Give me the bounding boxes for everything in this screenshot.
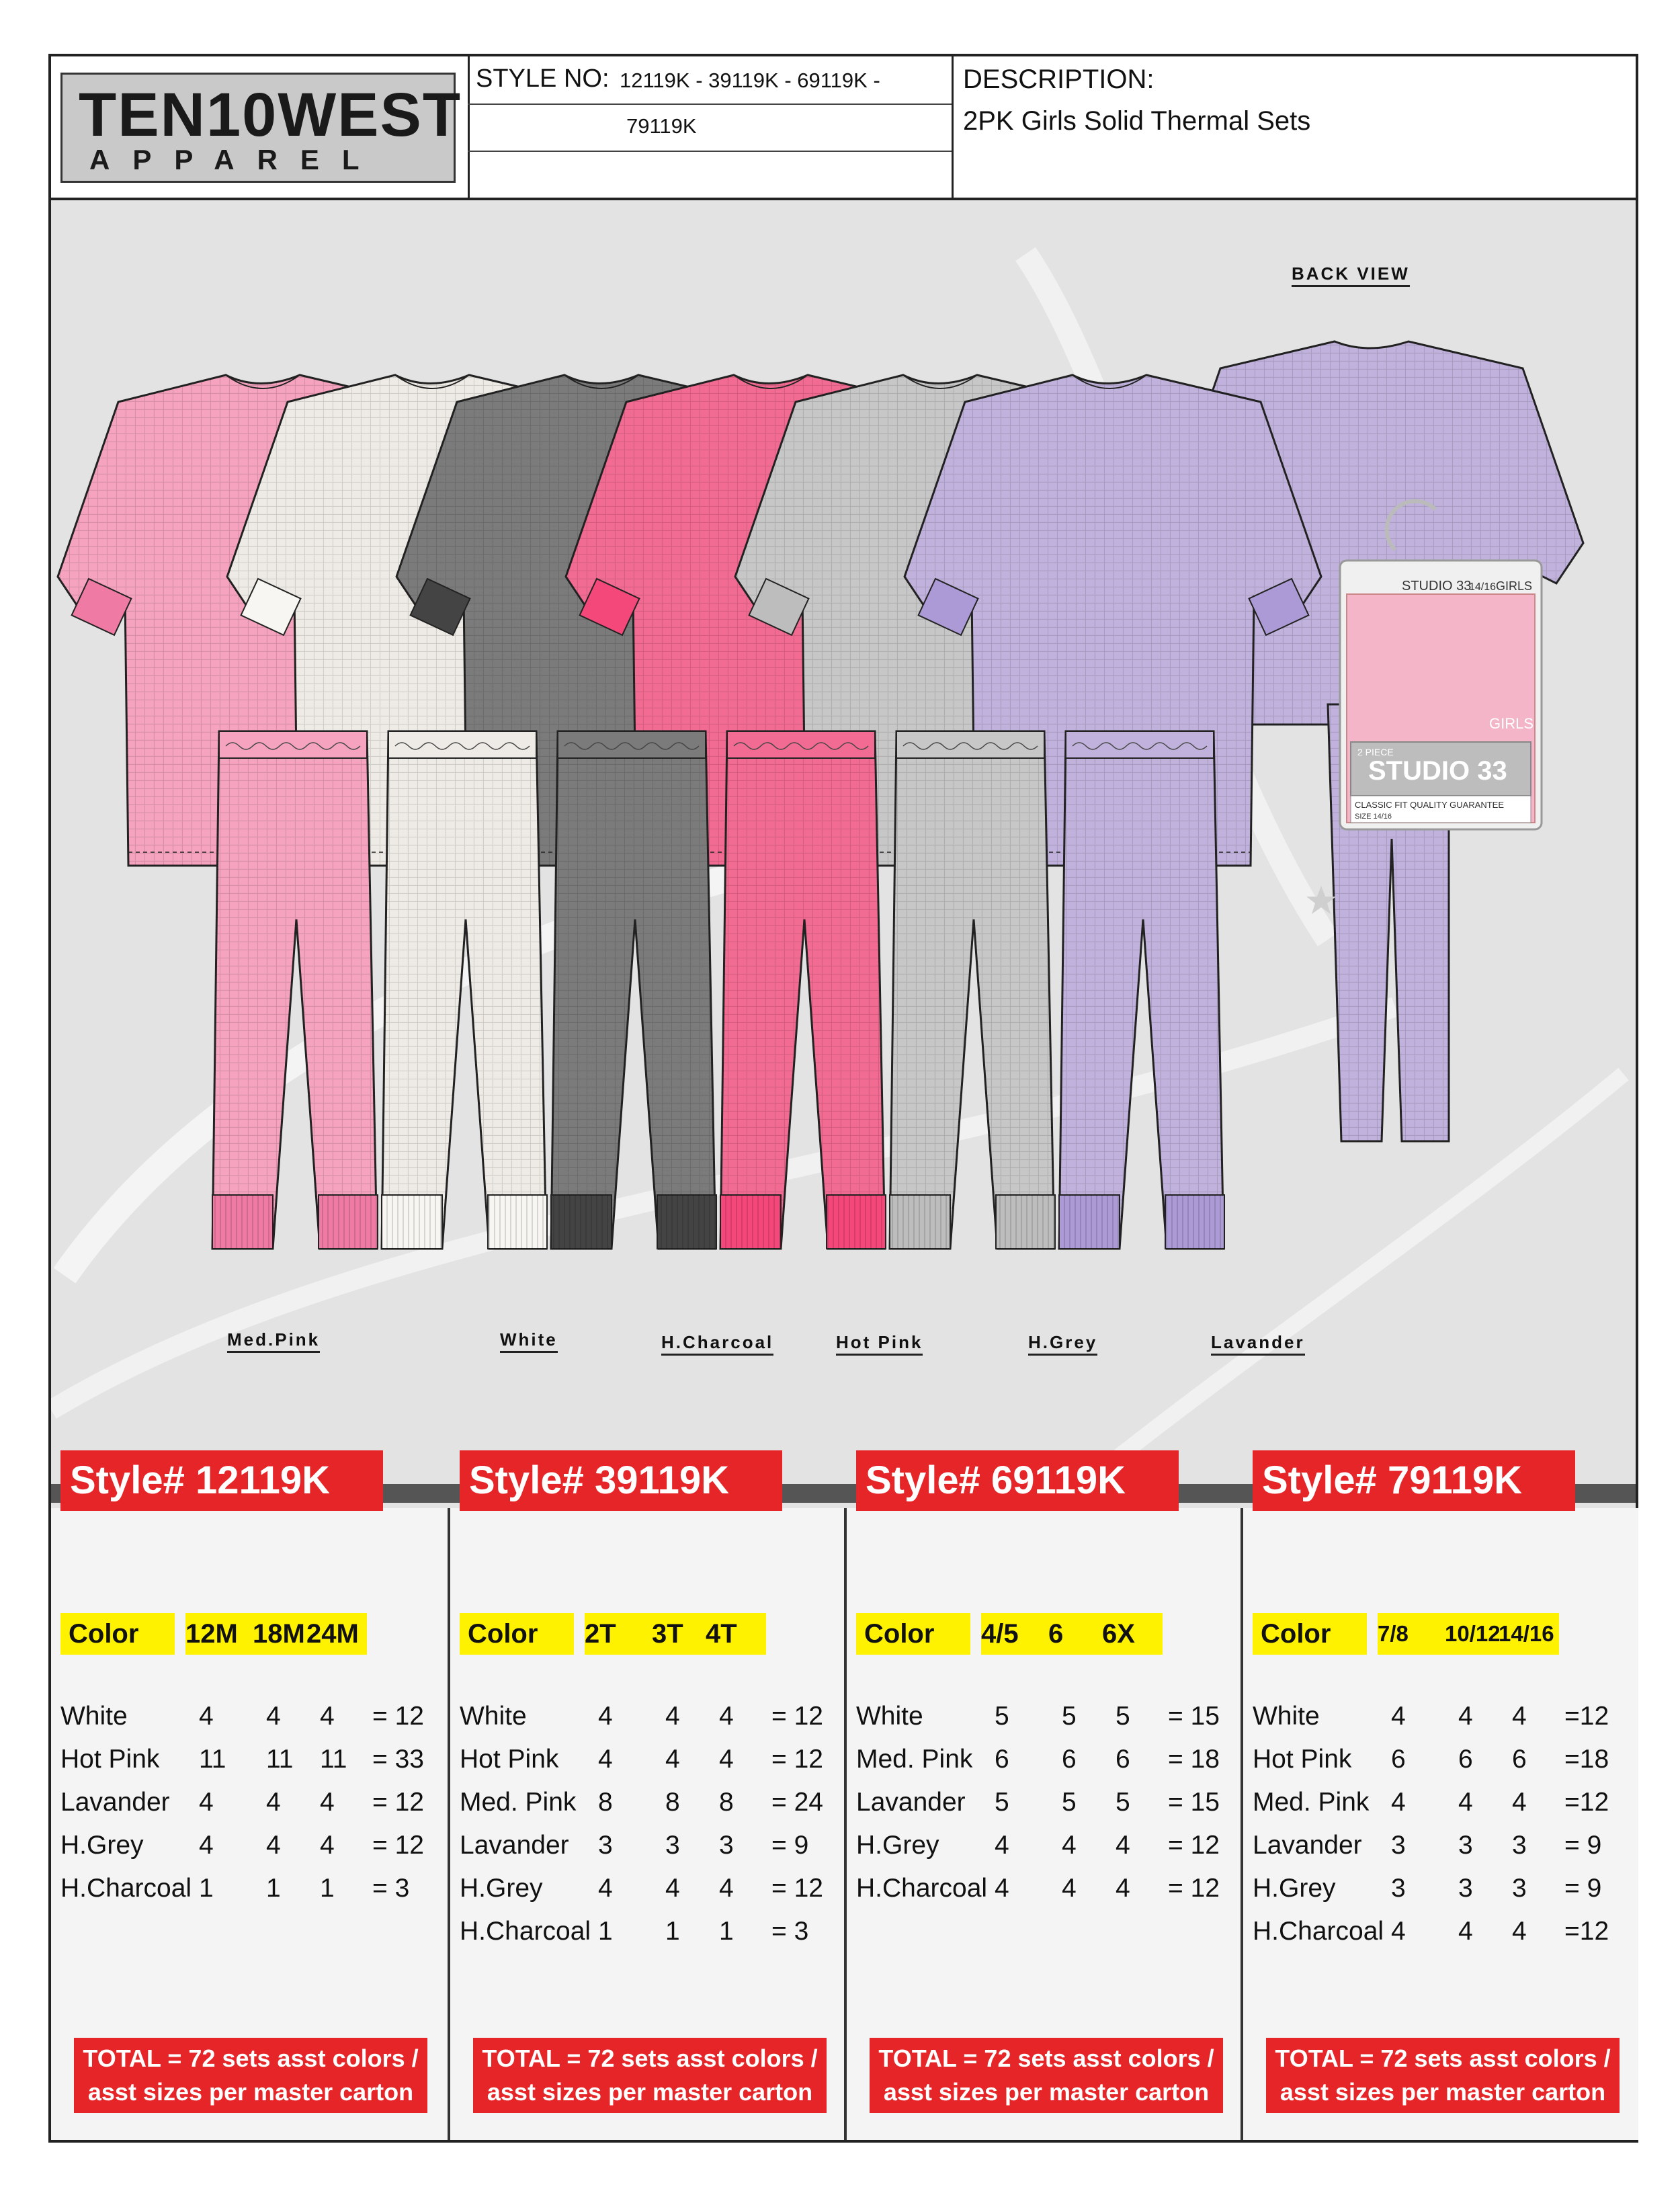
quantity-cell: 4: [719, 1702, 734, 1731]
color-name: H.Charcoal: [1253, 1917, 1384, 1946]
size-column-header: [185, 1613, 367, 1655]
size-header: 18M: [253, 1619, 305, 1649]
quantity-cell: 3: [1512, 1831, 1527, 1860]
quantity-cell: 4: [598, 1702, 613, 1731]
style-row-2: [468, 104, 952, 152]
style-number-label: STYLE NO:: [476, 65, 610, 93]
pants-h-grey: [890, 731, 1055, 1249]
carton-total-line-2: asst sizes per master carton: [883, 2078, 1210, 2106]
quantity-cell: 3: [665, 1831, 680, 1860]
color-name: H.Grey: [1253, 1874, 1336, 1903]
package-category-top: GIRLS: [1496, 579, 1533, 593]
size-header: 7/8: [1378, 1621, 1409, 1646]
row-total: = 12: [372, 1702, 424, 1731]
package-brand: STUDIO 33: [1368, 756, 1507, 786]
description-cell: [954, 56, 1636, 198]
row-total: = 3: [771, 1917, 809, 1946]
quantity-cell: 6: [1391, 1745, 1406, 1774]
pants-lavander: [1059, 731, 1224, 1249]
quantity-cell: 4: [719, 1745, 734, 1774]
quantity-cell: 1: [199, 1874, 214, 1903]
color-column-header: Color: [60, 1613, 175, 1655]
size-header: 4T: [706, 1619, 737, 1649]
carton-total: [870, 2038, 1223, 2113]
quantity-cell: 4: [995, 1874, 1009, 1903]
row-total: = 12: [372, 1831, 424, 1860]
quantity-cell: 6: [1116, 1745, 1130, 1774]
quantity-cell: 6: [1062, 1745, 1077, 1774]
quantity-cell: 4: [320, 1831, 335, 1860]
size-column-header: [1378, 1613, 1559, 1655]
quantity-cell: 5: [995, 1702, 1009, 1731]
style-block: [844, 1458, 1243, 2140]
quantity-cell: 4: [199, 1831, 214, 1860]
carton-total-line-2: asst sizes per master carton: [87, 2078, 414, 2106]
color-name: Lavander: [60, 1788, 170, 1817]
pants-white: [382, 731, 547, 1249]
quantity-cell: 4: [1458, 1917, 1473, 1946]
carton-total-line-2: asst sizes per master carton: [1279, 2078, 1606, 2106]
quantity-cell: 4: [1458, 1702, 1473, 1731]
quantity-cell: 5: [1062, 1702, 1077, 1731]
row-total: = 12: [771, 1874, 823, 1903]
quantity-cell: 8: [665, 1788, 680, 1817]
color-name: White: [60, 1702, 128, 1731]
row-total: = 9: [1564, 1874, 1602, 1903]
color-name: Hot Pink: [60, 1745, 160, 1774]
quantity-cell: 4: [1391, 1917, 1406, 1946]
quantity-cell: 4: [1458, 1788, 1473, 1817]
quantity-cell: 4: [1062, 1831, 1077, 1860]
quantity-cell: 4: [1512, 1702, 1527, 1731]
quantity-cell: 4: [1512, 1788, 1527, 1817]
quantity-cell: 4: [199, 1702, 214, 1731]
quantity-cell: 1: [719, 1917, 734, 1946]
quantity-cell: 4: [266, 1831, 281, 1860]
quantity-cell: 4: [1116, 1874, 1130, 1903]
style-block: [448, 1458, 847, 2140]
size-header: 6: [1048, 1619, 1064, 1649]
color-name: H.Grey: [60, 1831, 144, 1860]
logo-subtitle: APPAREL: [89, 144, 382, 175]
style-number-cell: [468, 56, 954, 198]
quantity-cell: 4: [320, 1788, 335, 1817]
description-value: 2PK Girls Solid Thermal Sets: [963, 106, 1311, 136]
size-header: 3T: [652, 1619, 683, 1649]
package-brand-top: STUDIO 33: [1402, 579, 1472, 593]
row-total: =12: [1564, 1702, 1609, 1731]
style-title: Style# 69119K: [856, 1450, 1179, 1511]
quantity-cell: 4: [1512, 1917, 1527, 1946]
size-header: 12M: [185, 1619, 238, 1649]
row-total: = 12: [372, 1788, 424, 1817]
color-name: Lavander: [1253, 1831, 1362, 1860]
package-size-text: SIZE 14/16: [1355, 813, 1392, 821]
style-title: Style# 39119K: [460, 1450, 782, 1511]
colorway-label: Med.Pink: [227, 1331, 320, 1353]
color-name: Hot Pink: [460, 1745, 559, 1774]
quantity-cell: 4: [665, 1745, 680, 1774]
row-total: =18: [1564, 1745, 1609, 1774]
colorway-label: White: [500, 1331, 558, 1353]
style-block: [1241, 1458, 1638, 2140]
size-header: 14/16: [1499, 1621, 1554, 1646]
quantity-cell: 4: [199, 1788, 214, 1817]
quantity-cell: 1: [266, 1874, 281, 1903]
colorway-label: Lavander: [1211, 1333, 1305, 1356]
quantity-cell: 1: [598, 1917, 613, 1946]
quantity-cell: 5: [1116, 1788, 1130, 1817]
quantity-cell: 3: [719, 1831, 734, 1860]
quantity-cell: 3: [1391, 1874, 1406, 1903]
description-label: DESCRIPTION:: [963, 65, 1154, 94]
quantity-cell: 8: [598, 1788, 613, 1817]
quantity-cell: 5: [995, 1788, 1009, 1817]
carton-total-line-1: TOTAL = 72 sets asst colors /: [1275, 2045, 1611, 2072]
color-name: H.Grey: [856, 1831, 939, 1860]
spec-sheet: [48, 54, 1638, 2143]
package-guarantee: CLASSIC FIT QUALITY GUARANTEE: [1355, 800, 1505, 810]
quantity-cell: 3: [1458, 1831, 1473, 1860]
row-total: = 12: [771, 1745, 823, 1774]
quantity-cell: 4: [320, 1702, 335, 1731]
logo-cell: [51, 56, 470, 198]
pants-med-pink: [212, 731, 378, 1249]
carton-total-line-1: TOTAL = 72 sets asst colors /: [83, 2045, 419, 2072]
colorway-label: H.Grey: [1028, 1333, 1097, 1356]
quantity-cell: 11: [266, 1745, 294, 1774]
style-number-value-1: 12119K - 39119K - 69119K -: [620, 69, 880, 92]
quantity-cell: 4: [598, 1874, 613, 1903]
size-header: 24M: [306, 1619, 359, 1649]
quantity-cell: 8: [719, 1788, 734, 1817]
quantity-cell: 4: [266, 1788, 281, 1817]
color-name: Med. Pink: [1253, 1788, 1370, 1817]
quantity-cell: 6: [995, 1745, 1009, 1774]
header: [51, 56, 1636, 200]
color-name: Hot Pink: [1253, 1745, 1352, 1774]
garment-artwork-area: [51, 200, 1636, 1550]
row-total: = 9: [1564, 1831, 1602, 1860]
quantity-cell: 4: [1391, 1702, 1406, 1731]
style-row-1: [468, 56, 952, 105]
row-total: = 24: [771, 1788, 823, 1817]
brand-logo: [60, 73, 462, 183]
carton-total: [1266, 2038, 1620, 2113]
quantity-cell: 4: [266, 1702, 281, 1731]
row-total: = 9: [771, 1831, 809, 1860]
size-column-header: [585, 1613, 766, 1655]
row-total: = 3: [372, 1874, 410, 1903]
size-header: 4/5: [981, 1619, 1019, 1649]
size-header: 10/12: [1445, 1621, 1501, 1646]
back-view-label: BACK VIEW: [1292, 265, 1410, 287]
quantity-cell: 11: [199, 1745, 226, 1774]
color-column-header: Color: [856, 1613, 970, 1655]
row-total: =12: [1564, 1788, 1609, 1817]
row-total: = 15: [1168, 1702, 1220, 1731]
quantity-cell: 6: [1458, 1745, 1473, 1774]
colorway-label: Hot Pink: [836, 1333, 923, 1356]
color-name: White: [1253, 1702, 1320, 1731]
color-name: Lavander: [460, 1831, 569, 1860]
carton-total-line-1: TOTAL = 72 sets asst colors /: [482, 2045, 818, 2072]
color-name: H.Grey: [460, 1874, 543, 1903]
carton-total: [74, 2038, 427, 2113]
quantity-cell: 4: [665, 1702, 680, 1731]
quantity-cell: 5: [1116, 1702, 1130, 1731]
color-name: Med. Pink: [460, 1788, 577, 1817]
size-column-header: [981, 1613, 1163, 1655]
style-block: [51, 1458, 448, 2140]
pants-h-charcoal: [551, 731, 716, 1249]
quantity-cell: 4: [1116, 1831, 1130, 1860]
color-column-header: Color: [460, 1613, 574, 1655]
quantity-cell: 4: [1391, 1788, 1406, 1817]
quantity-cell: 4: [598, 1745, 613, 1774]
color-name: White: [856, 1702, 923, 1731]
style-title: Style# 12119K: [60, 1450, 383, 1511]
color-name: H.Charcoal: [60, 1874, 192, 1903]
color-name: Med. Pink: [856, 1745, 973, 1774]
quantity-cell: 3: [598, 1831, 613, 1860]
package-piece-count: 2 PIECE: [1357, 747, 1394, 757]
quantity-cell: 4: [665, 1874, 680, 1903]
quantity-cell: 4: [995, 1831, 1009, 1860]
colorway-label: H.Charcoal: [661, 1333, 773, 1356]
quantity-cell: 1: [320, 1874, 335, 1903]
row-total: = 12: [771, 1702, 823, 1731]
quantity-cell: 3: [1512, 1874, 1527, 1903]
quantity-cell: 3: [1458, 1874, 1473, 1903]
color-column-header: Color: [1253, 1613, 1367, 1655]
color-name: Lavander: [856, 1788, 966, 1817]
quantity-cell: 4: [719, 1874, 734, 1903]
carton-total: [473, 2038, 827, 2113]
quantity-cell: 1: [665, 1917, 680, 1946]
row-total: = 33: [372, 1745, 424, 1774]
row-total: = 15: [1168, 1788, 1220, 1817]
size-header: 6X: [1102, 1619, 1135, 1649]
quantity-cell: 4: [1062, 1874, 1077, 1903]
carton-total-line-2: asst sizes per master carton: [487, 2078, 813, 2106]
carton-total-line-1: TOTAL = 72 sets asst colors /: [878, 2045, 1214, 2072]
row-total: = 12: [1168, 1874, 1220, 1903]
size-header: 2T: [585, 1619, 616, 1649]
style-title: Style# 79119K: [1253, 1450, 1575, 1511]
package-category: GIRLS: [1489, 715, 1534, 732]
color-name: H.Charcoal: [856, 1874, 988, 1903]
row-total: = 12: [1168, 1831, 1220, 1860]
quantity-cell: 5: [1062, 1788, 1077, 1817]
quantity-cell: 6: [1512, 1745, 1527, 1774]
row-total: = 18: [1168, 1745, 1220, 1774]
color-name: H.Charcoal: [460, 1917, 591, 1946]
quantity-cell: 3: [1391, 1831, 1406, 1860]
color-name: White: [460, 1702, 527, 1731]
row-total: =12: [1564, 1917, 1609, 1946]
quantity-cell: 11: [320, 1745, 347, 1774]
package-size-tag: 14/16: [1469, 581, 1497, 593]
logo-wordmark: TEN10WEST: [79, 81, 462, 149]
style-number-value-2: 79119K: [626, 114, 697, 138]
